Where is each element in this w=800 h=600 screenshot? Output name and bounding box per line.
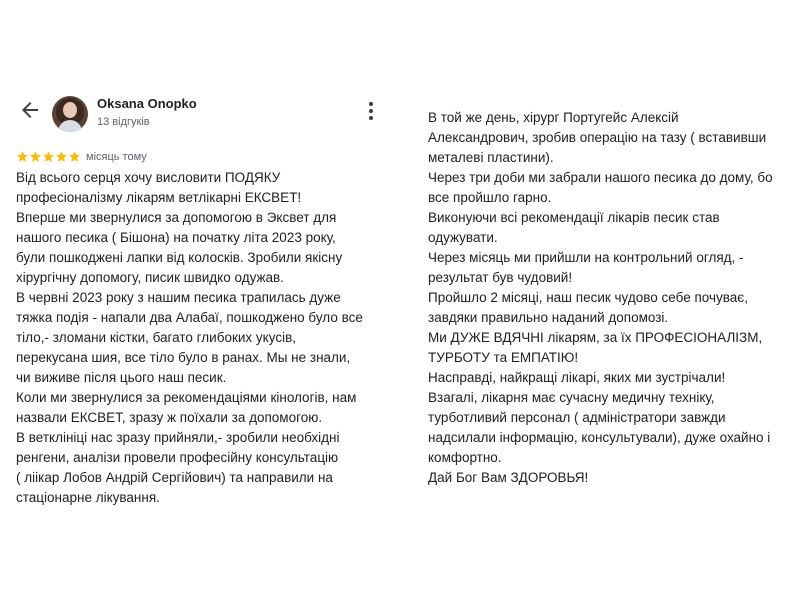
star-icon bbox=[16, 150, 29, 163]
arrow-left-icon bbox=[18, 98, 42, 122]
review-line: Дай Бог Вам ЗДОРОВЬЯ! bbox=[428, 470, 589, 485]
review-line: Александрович, зробив операцію на тазу ( вставивши bbox=[428, 130, 767, 145]
review-line: Від всього серця хочу висловити ПОДЯКУ bbox=[16, 170, 281, 185]
review-line: ТУРБОТУ та ЕМПАТІЮ! bbox=[428, 350, 579, 365]
review-line: надсилали інформацію, консультували), дуже охайно і bbox=[428, 430, 771, 445]
rating-stars bbox=[16, 150, 81, 164]
review-line: тіло,- зломани кістки, багато глибоких укусів, bbox=[16, 330, 296, 345]
review-line: результат був чудовий! bbox=[428, 270, 573, 285]
review-line: все пройшло гарно. bbox=[428, 190, 552, 205]
star-icon bbox=[29, 150, 42, 163]
review-line: завдяки правильно наданий допомозі. bbox=[428, 310, 669, 325]
review-line: металеві пластини). bbox=[428, 150, 554, 165]
review-date: місяць тому bbox=[86, 151, 147, 163]
avatar[interactable] bbox=[52, 96, 88, 132]
review-line: одужувати. bbox=[428, 230, 498, 245]
review-line: ( ліікар Лобов Андрій Сергійович) та направили на bbox=[16, 470, 333, 485]
review-line: нашого песика ( Бішона) на початку літа 2023 року, bbox=[16, 230, 336, 245]
review-line: Через місяць ми прийшли на контрольний огляд, - bbox=[428, 250, 744, 265]
star-icon bbox=[68, 150, 81, 163]
review-line: тяжка подія - напали два Алабаї, пошкоджено було все bbox=[16, 310, 363, 325]
review-line: комфортно. bbox=[428, 450, 502, 465]
review-line: Взагалі, лікарня має сучасну медичну техніку, bbox=[428, 390, 715, 405]
review-line: професіоналізму лікарям ветлікарні ЕКСВЕТ! bbox=[16, 190, 302, 205]
review-line: В червні 2023 року з нашим песика трапилась дуже bbox=[16, 290, 341, 305]
review-line: Пройшло 2 місяці, наш песик чудово себе почуває, bbox=[428, 290, 748, 305]
reviewer-name[interactable]: Oksana Onopko bbox=[97, 96, 197, 111]
review-line: В ветклініці нас зразу прийняли,- зробили необхідні bbox=[16, 430, 340, 445]
more-vertical-icon bbox=[361, 100, 381, 122]
review-line: чи виживе після цього наш песик. bbox=[16, 370, 227, 385]
review-line: хірургічну допомогу, писик швидко одужав. bbox=[16, 270, 284, 285]
review-line: Виконуючи всі рекомендації лікарів песик став bbox=[428, 210, 720, 225]
review-text-right bbox=[428, 108, 796, 488]
review-line: Насправді, найкращі лікарі, яких ми зустрічали! bbox=[428, 370, 726, 385]
review-line: В той же день, хірург Португейс Алексій bbox=[428, 110, 679, 125]
review-panel-right bbox=[400, 0, 800, 600]
review-text-left bbox=[16, 168, 394, 508]
review-line: Через три доби ми забрали нашого песика до дому, бо bbox=[428, 170, 773, 185]
review-line: турботливий персонал ( адміністратори завжди bbox=[428, 410, 726, 425]
review-line: перекусана шия, все тіло було в ранах. Мы не знали, bbox=[16, 350, 351, 365]
reviewer-review-count: 13 відгуків bbox=[97, 116, 150, 128]
review-line: назвали ЕКСВЕТ, зразу ж поїхали за допомогою. bbox=[16, 410, 323, 425]
star-icon bbox=[42, 150, 55, 163]
review-line: Коли ми звернулися за рекомендаціями кінологів, нам bbox=[16, 390, 357, 405]
review-line: Ми ДУЖЕ ВДЯЧНІ лікарям, за їх ПРОФЕСІОНАЛІЗМ, bbox=[428, 330, 763, 345]
review-line: Вперше ми звернулися за допомогою в Эксвет для bbox=[16, 210, 337, 225]
star-icon bbox=[55, 150, 68, 163]
review-line: були пошкоджені лапки від колосків. Зробили якісну bbox=[16, 250, 343, 265]
back-button[interactable] bbox=[18, 98, 42, 122]
review-line: стаціонарне лікування. bbox=[16, 490, 160, 505]
avatar-face bbox=[63, 102, 77, 118]
review-line: ренгени, аналізи провели професійну консультацію bbox=[16, 450, 339, 465]
more-options-button[interactable] bbox=[361, 100, 381, 122]
